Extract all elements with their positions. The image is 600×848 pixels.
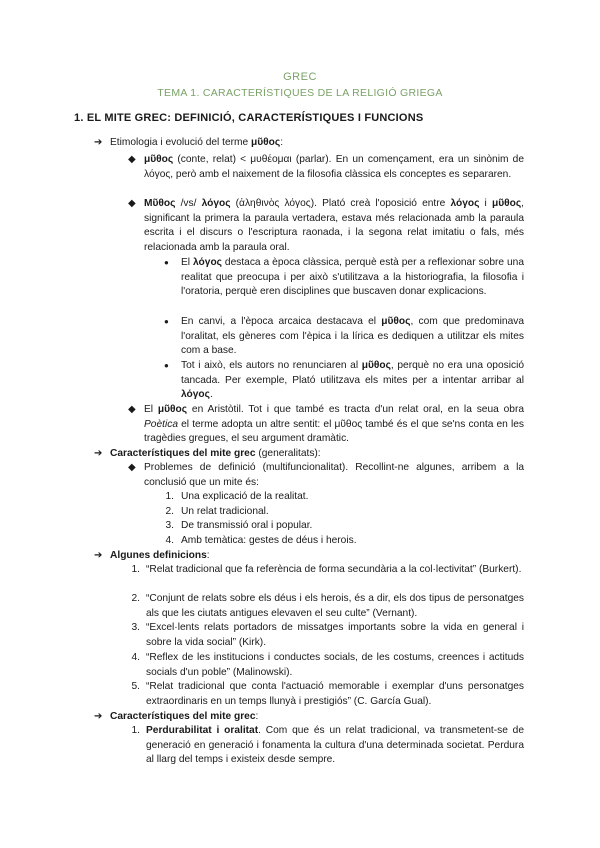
topic-title: TEMA 1. CARACTERÍSTIQUES DE LA RELIGIÓ GRIEGA [157, 87, 443, 99]
term-mythos: μῦθος [491, 198, 522, 209]
list-number: 1. [131, 725, 140, 736]
text-fragment: (generalitats): [255, 448, 321, 459]
definition-item: “Relat tradicional que fa referència de forma secundària a la col·lectivitat” (Burkert). [146, 564, 522, 575]
definitions-heading-label: Algunes definicions [110, 550, 207, 561]
diamond-bullet-icon: ◆ [128, 198, 136, 209]
list-number: 3. [131, 622, 140, 633]
diamond-bullet-icon: ◆ [128, 462, 136, 473]
term-mythos: Μῦθος [144, 198, 176, 209]
section-heading: 1. EL MITE GREC: DEFINICIÓ, CARACTERÍSTIQUES I FUNCIONS [74, 112, 424, 124]
text-fragment: : [255, 711, 259, 722]
characteristic-term: Perdurabilitat i oralitat [146, 725, 259, 736]
etymology-subitem-3 [181, 359, 524, 403]
list-item: Amb temàtica: gestes de déus i herois. [181, 535, 357, 546]
list-number: 4. [131, 652, 140, 663]
term-logos: λόγος [201, 198, 231, 209]
text-fragment: , perquè no era una oposició tancada. Per exemple, Plató utilitzava els mites per a intentar arribar al [181, 360, 524, 386]
list-item: De transmissió oral i popular. [181, 520, 313, 531]
etymology-subitem-1 [181, 256, 524, 300]
text-fragment: , significant la primera la paraula vertadera, estava més relacionada amb la paraula escrita i el discurs o l'escriptura raonada, i la segona relat imitatiu o fals, més relacionada amb la paraula oral. [144, 198, 525, 253]
etymology-heading-term: μῦθος [251, 137, 281, 148]
text-fragment: En canvi, a l'època arcaica destacava el [181, 316, 382, 327]
list-number: 4. [165, 535, 174, 546]
term-mythos: μῦθος [361, 360, 391, 371]
text-fragment: : [206, 550, 210, 561]
etymology-item-2 [144, 197, 524, 255]
text-fragment: destaca a època clàssica, perquè està per a reflexionar sobre una realitat que preocupa i per això s'utilitzava a la historiografia, la filosofia i l'oratoria, perquè eren disciplines que buscaven donar explicacions. [181, 257, 525, 298]
list-number: 1. [165, 491, 174, 502]
etymology-heading-colon: : [280, 137, 284, 148]
etymology-item-1 [144, 153, 524, 182]
list-number: 2. [165, 506, 174, 517]
text-fragment: . Com que és un relat tradicional, va transmetent-se de generació en generació i fonamenta la cultura d'una determinada societat. Perdura al llarg del temps i existeix desde sempre. [146, 725, 525, 766]
text-fragment: (ἀληθινὸς λόγος). Plató creà l'oposició entre [230, 198, 451, 209]
definitions-heading [110, 549, 530, 564]
text-fragment: el terme adopta un altre sentit: el μῦθος també és el que se'ns conta en les tragèdies gregues, el seu argument dramàtic. [144, 418, 524, 445]
characteristics-heading-label: Característiques del mite grec [110, 448, 256, 459]
characteristics2-heading-label: Característiques del mite grec [110, 711, 256, 722]
text-fragment: . [209, 389, 213, 401]
definition-item: “Reflex de les institucions i conductes socials, de les costums, creences i actituds socials d'un poble” (Malinowski). [146, 652, 524, 678]
arrow-icon: ➔ [94, 550, 103, 561]
arrow-icon: ➔ [94, 711, 103, 722]
work-title: Poètica [144, 418, 178, 430]
term-mythos: μῦθος [381, 316, 411, 327]
etymology-item-1-text: (conte, relat) < μυθέομαι (parlar). En un començament, era un sinònim de λόγος, però amb el naixement de la filosofia clàssica els conceptes es separaren. [144, 154, 524, 180]
term-logos: λόγος [181, 389, 210, 401]
etymology-item-3 [144, 403, 524, 447]
list-number: 2. [131, 593, 140, 604]
arrow-icon: ➔ [94, 448, 103, 459]
etymology-subitem-2 [181, 315, 524, 359]
text-fragment: , com que predominava l'oralitat, els gèneres com l'èpica i la lírica es dediquen a utilitzar els mites com a base. [181, 316, 524, 357]
text-fragment: i [479, 198, 492, 209]
text-fragment: Tot i això, els autors no renunciaren al [181, 360, 362, 371]
characteristics-intro [144, 461, 524, 490]
diamond-bullet-icon: ◆ [128, 154, 136, 165]
subject-title: GREC [283, 71, 317, 83]
list-number: 3. [165, 520, 174, 531]
term-mythos: μῦθος [144, 154, 174, 165]
round-bullet-icon: ● [164, 258, 169, 267]
round-bullet-icon: ● [164, 361, 169, 370]
etymology-heading-text: Etimologia i evolució del terme [110, 137, 251, 148]
diamond-bullet-icon: ◆ [128, 404, 136, 415]
characteristics-intro-text: Problemes de definició (multifuncionalitat). Recollint-ne algunes, arribem a la conclusió que un mite és: [144, 462, 524, 488]
etymology-heading [110, 136, 530, 151]
round-bullet-icon: ● [164, 317, 169, 326]
list-number: 1. [131, 564, 140, 575]
list-item: Un relat tradicional. [181, 506, 269, 517]
arrow-icon: ➔ [94, 137, 103, 148]
characteristics-heading [110, 447, 530, 462]
text-fragment: El [181, 257, 194, 268]
characteristic-item [146, 724, 524, 768]
term-mythos: μῦθος [157, 404, 188, 415]
text-fragment: El [144, 404, 158, 415]
term-logos: λόγος [193, 257, 222, 268]
list-number: 5. [131, 681, 140, 692]
definition-item: “Conjunt de relats sobre els déus i els herois, és a dir, els dos tipus de personatges als que les ciutats antigues elevaven el seu culte” (Vernant). [146, 593, 524, 619]
text-fragment: /vs/ [175, 198, 202, 209]
definition-item: “Relat tradicional que conta l'actuació memorable i exemplar d'uns personatges extraordinaris en un temps llunyà i prestigiós” (C. García Gual). [146, 681, 524, 707]
text-fragment: en Aristòtil. Tot i que també es tracta d'un relat oral, en la seua obra [187, 404, 524, 415]
characteristics2-heading [110, 710, 530, 725]
definition-item: “Excel·lents relats portadors de missatges importants sobre la vida en general i sobre la vida social” (Kirk). [146, 622, 524, 648]
list-item: Una explicació de la realitat. [181, 491, 309, 502]
term-logos: λόγος [450, 198, 480, 209]
